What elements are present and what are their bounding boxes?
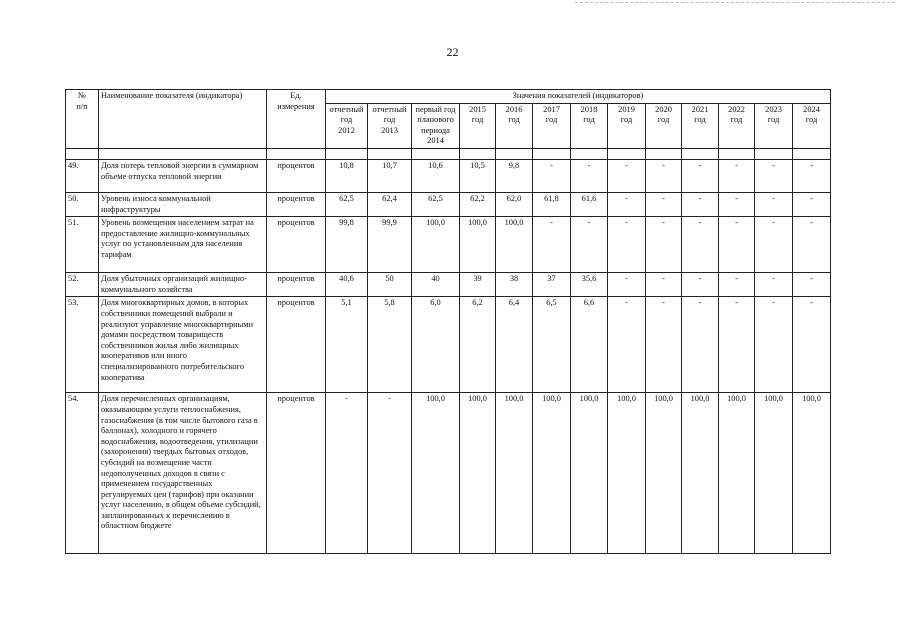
value-cell: - [793, 159, 831, 192]
row-number: 50. [66, 192, 99, 216]
value-cell: - [608, 217, 646, 273]
value-cell: 5,1 [326, 297, 368, 393]
value-cell: - [608, 273, 646, 297]
value-cell: 61,6 [571, 192, 608, 216]
value-cell: 5,8 [368, 297, 412, 393]
value-cell: 100,0 [412, 217, 460, 273]
indicators-table [65, 89, 831, 554]
header-year: отчетный год 2012 [326, 103, 368, 148]
header-unit: Ед. измерения [267, 90, 326, 149]
value-cell: 35,6 [571, 273, 608, 297]
value-cell: - [646, 217, 682, 273]
table-header [66, 90, 831, 149]
value-cell: 62,2 [460, 192, 496, 216]
value-cell: - [533, 159, 571, 192]
value-cell: 100,0 [793, 393, 831, 554]
value-cell: 100,0 [460, 393, 496, 554]
value-cell: - [571, 159, 608, 192]
row-number: 49. [66, 159, 99, 192]
header-year: 2019 год [608, 103, 646, 148]
value-cell: 40 [412, 273, 460, 297]
indicator-name: Уровень износа коммунальной инфраструктуры [99, 192, 267, 216]
value-cell: - [682, 159, 719, 192]
header-values: Значения показателей (индикаторов) [326, 90, 831, 104]
value-cell: 39 [460, 273, 496, 297]
table-row [66, 273, 831, 297]
row-number: 54. [66, 393, 99, 554]
value-cell: - [326, 393, 368, 554]
table-row [66, 393, 831, 554]
value-cell: 10,7 [368, 159, 412, 192]
value-cell: 62,0 [496, 192, 533, 216]
header-year: 2020 год [646, 103, 682, 148]
value-cell: - [646, 159, 682, 192]
value-cell: - [793, 297, 831, 393]
value-cell: 99,8 [326, 217, 368, 273]
header-year: 2018 год [571, 103, 608, 148]
page-number: 22 [446, 45, 459, 59]
value-cell: - [719, 217, 755, 273]
value-cell: 6,6 [571, 297, 608, 393]
header-year: 2023 год [755, 103, 793, 148]
table-row [66, 159, 831, 192]
value-cell: 100,0 [496, 217, 533, 273]
unit-cell: процентов [267, 273, 326, 297]
value-cell: 10,8 [326, 159, 368, 192]
value-cell: - [682, 192, 719, 216]
row-number: 52. [66, 273, 99, 297]
value-cell: - [755, 273, 793, 297]
table-body [66, 148, 831, 553]
row-number: 53. [66, 297, 99, 393]
table-row [66, 217, 831, 273]
indicator-name: Доля многоквартирных домов, в которых собственники помещений выбрали и реализуют управление многоквартирными домами посредством товариществ собственников жилья либо жилищных кооперативов или иного специализированного потребительского кооператива [99, 297, 267, 393]
value-cell: - [755, 297, 793, 393]
value-cell: - [755, 192, 793, 216]
value-cell: - [719, 273, 755, 297]
value-cell: - [533, 217, 571, 273]
value-cell: - [368, 393, 412, 554]
value-cell: 100,0 [682, 393, 719, 554]
value-cell: - [793, 217, 831, 273]
value-cell: - [719, 297, 755, 393]
value-cell: - [755, 217, 793, 273]
value-cell: 62,4 [368, 192, 412, 216]
value-cell: 61,8 [533, 192, 571, 216]
header-num: № п/п [66, 90, 99, 149]
table-row [66, 297, 831, 393]
value-cell: 6,5 [533, 297, 571, 393]
indicator-name: Доля перечисленных организациям, оказывающим услуги теплоснабжения, газоснабжения (в том числе бытового газа в баллонах), холодного и горячего водоснабжения, водоотведения, утилизации (захоронения) твердых бытовых отходов, субсидий на возмещение части недополученных доходов в связи с применением государственных регулируемых цен (тарифов) при оказании услуг населению, в общем объеме субсидий, запланированных к перечислению в областном бюджете [99, 393, 267, 554]
header-year: 2024 год [793, 103, 831, 148]
spacer-row [66, 148, 831, 159]
header-year: 2021 год [682, 103, 719, 148]
unit-cell: процентов [267, 192, 326, 216]
value-cell: 37 [533, 273, 571, 297]
unit-cell: процентов [267, 159, 326, 192]
header-year: отчетный год 2013 [368, 103, 412, 148]
value-cell: 100,0 [460, 217, 496, 273]
value-cell: 40,6 [326, 273, 368, 297]
value-cell: - [755, 159, 793, 192]
value-cell: 10,5 [460, 159, 496, 192]
value-cell: 62,5 [412, 192, 460, 216]
unit-cell: процентов [267, 217, 326, 273]
value-cell: 100,0 [412, 393, 460, 554]
value-cell: 6,0 [412, 297, 460, 393]
value-cell: 100,0 [571, 393, 608, 554]
value-cell: - [682, 297, 719, 393]
header-year: 2016 год [496, 103, 533, 148]
header-year: 2017 год [533, 103, 571, 148]
value-cell: 10,6 [412, 159, 460, 192]
value-cell: 6,2 [460, 297, 496, 393]
value-cell: - [682, 273, 719, 297]
value-cell: - [608, 192, 646, 216]
header-name: Наименование показателя (индикатора) [99, 90, 267, 149]
unit-cell: процентов [267, 297, 326, 393]
value-cell: 62,5 [326, 192, 368, 216]
value-cell: 99,9 [368, 217, 412, 273]
value-cell: 100,0 [755, 393, 793, 554]
indicator-name: Уровень возмещения населением затрат на предоставление жилищно-коммунальных услуг по установленным для населения тарифам [99, 217, 267, 273]
value-cell: - [646, 297, 682, 393]
header-year: 2015 год [460, 103, 496, 148]
value-cell: 50 [368, 273, 412, 297]
header-year: 2022 год [719, 103, 755, 148]
value-cell: - [608, 159, 646, 192]
value-cell: - [608, 297, 646, 393]
unit-cell: процентов [267, 393, 326, 554]
value-cell: - [682, 217, 719, 273]
value-cell: - [571, 217, 608, 273]
value-cell: - [646, 273, 682, 297]
indicator-name: Доля потерь тепловой энергии в суммарном объеме отпуска тепловой энергии [99, 159, 267, 192]
value-cell: - [719, 159, 755, 192]
value-cell: 100,0 [608, 393, 646, 554]
indicator-name: Доля убыточных организаций жилищно-коммунального хозяйства [99, 273, 267, 297]
value-cell: - [646, 192, 682, 216]
top-rule [575, 2, 895, 3]
table-row [66, 192, 831, 216]
value-cell: - [793, 273, 831, 297]
value-cell: 9,8 [496, 159, 533, 192]
value-cell: 100,0 [496, 393, 533, 554]
value-cell: 6,4 [496, 297, 533, 393]
header-year: первый год планового периода 2014 [412, 103, 460, 148]
value-cell: 100,0 [533, 393, 571, 554]
value-cell: - [719, 192, 755, 216]
value-cell: 100,0 [646, 393, 682, 554]
value-cell: 38 [496, 273, 533, 297]
value-cell: - [793, 192, 831, 216]
value-cell: 100,0 [719, 393, 755, 554]
row-number: 51. [66, 217, 99, 273]
